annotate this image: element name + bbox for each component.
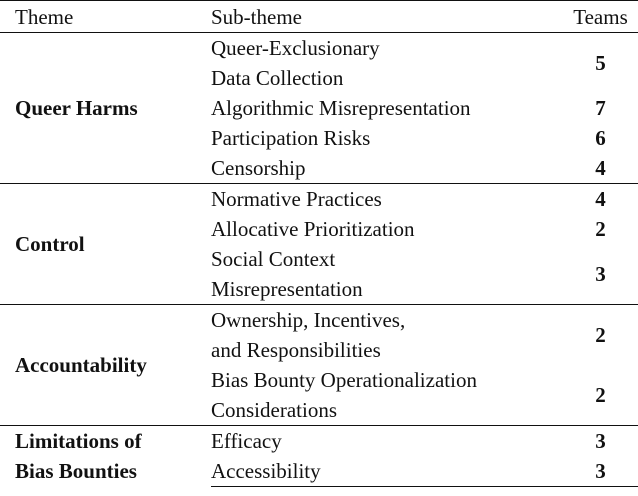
subtheme-cell xyxy=(211,244,563,305)
header-subtheme: Sub-theme xyxy=(211,1,563,33)
teams-count: 7 xyxy=(595,96,606,120)
subtheme-cell xyxy=(211,33,563,94)
table-row xyxy=(0,33,638,94)
subtheme-cell xyxy=(211,93,563,123)
subtheme-label: Normative Practices xyxy=(211,187,382,211)
subtheme-label: Participation Risks xyxy=(211,126,371,150)
theme-label: Bias Bounties xyxy=(15,459,137,484)
subtheme-label: Efficacy xyxy=(211,429,282,453)
theme-group xyxy=(0,184,638,305)
theme-group xyxy=(0,305,638,426)
theme-label: Control xyxy=(15,232,85,256)
subtheme-cell xyxy=(211,456,563,487)
header-theme: Theme xyxy=(0,1,211,33)
header-row xyxy=(0,1,638,33)
theme-group xyxy=(0,33,638,184)
subtheme-label: Algorithmic Misrepresentation xyxy=(211,96,471,120)
teams-count: 3 xyxy=(563,426,638,457)
theme-group xyxy=(0,426,638,487)
header-teams: Teams xyxy=(563,1,638,33)
theme-label: Accountability xyxy=(15,353,147,377)
table-row xyxy=(0,426,638,457)
subtheme-label: Queer-Exclusionary xyxy=(211,36,380,60)
subtheme-cell xyxy=(211,426,563,457)
teams-count: 4 xyxy=(595,156,606,180)
subtheme-label: Accessibility xyxy=(211,459,321,483)
teams-count: 5 xyxy=(595,51,606,75)
subtheme-cell xyxy=(211,153,563,184)
subtheme-label: Bias Bounty Operationalization xyxy=(211,368,477,392)
teams-count: 3 xyxy=(595,262,606,286)
subtheme-label: and Responsibilities xyxy=(211,338,381,362)
subtheme-cell xyxy=(211,305,563,366)
theme-label: Queer Harms xyxy=(15,96,138,120)
subtheme-label: Censorship xyxy=(211,156,306,180)
teams-count: 2 xyxy=(595,217,606,241)
subtheme-label: Data Collection xyxy=(211,66,344,90)
subtheme-cell xyxy=(211,184,563,215)
table-header xyxy=(0,1,638,33)
theme-label: Limitations of xyxy=(15,429,142,454)
teams-count: 4 xyxy=(563,184,638,215)
subtheme-label: Social Context xyxy=(211,247,336,271)
theme-cell xyxy=(0,305,211,426)
teams-count: 2 xyxy=(563,305,638,366)
subtheme-label: Considerations xyxy=(211,398,337,422)
subtheme-cell xyxy=(211,214,563,244)
subtheme-cell xyxy=(211,123,563,153)
table-row xyxy=(0,184,638,215)
teams-count: 6 xyxy=(595,126,606,150)
table-row xyxy=(0,305,638,366)
subtheme-label: Misrepresentation xyxy=(211,277,363,301)
theme-cell xyxy=(0,33,211,184)
subtheme-label: Allocative Prioritization xyxy=(211,217,415,241)
subtheme-label: Ownership, Incentives, xyxy=(211,308,406,332)
theme-cell xyxy=(0,426,211,487)
teams-count: 3 xyxy=(563,456,638,487)
teams-count: 2 xyxy=(595,383,606,407)
subtheme-cell xyxy=(211,365,563,426)
theme-cell xyxy=(0,184,211,305)
